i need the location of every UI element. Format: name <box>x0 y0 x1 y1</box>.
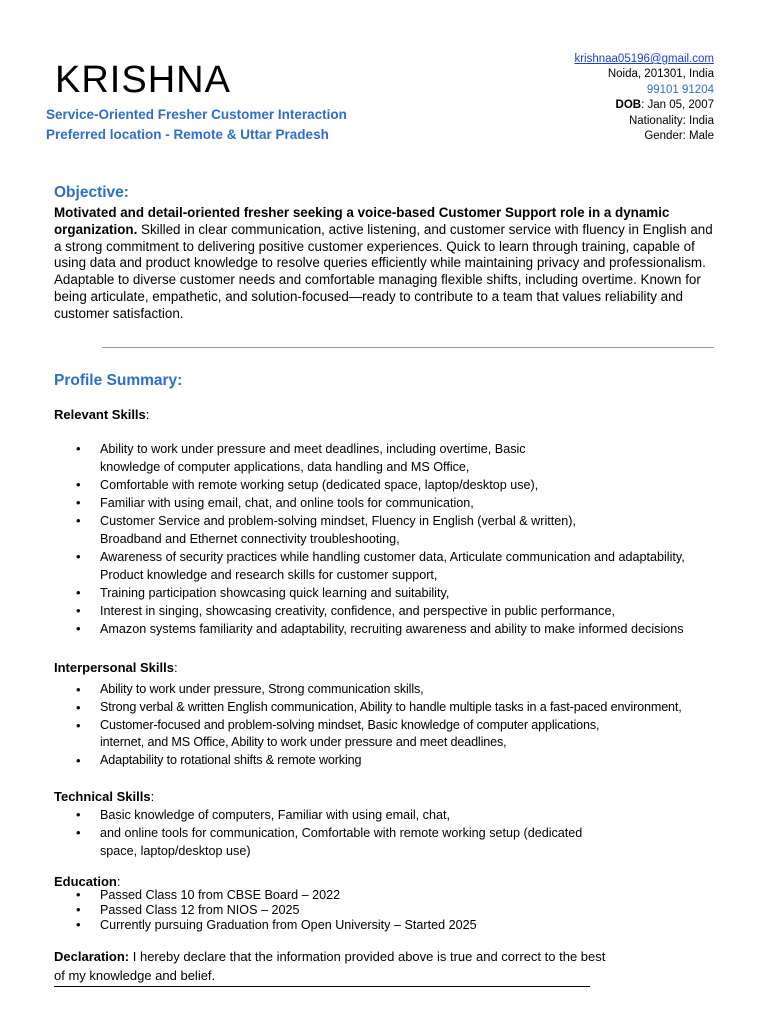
relevant-skills-label: Relevant Skills: <box>54 407 150 422</box>
list-item <box>76 699 682 717</box>
address: Noida, 201301, India <box>607 68 714 81</box>
list-item <box>76 903 477 918</box>
list-item-text: • Training participation showcasing quick learning and suitability, <box>100 586 450 600</box>
tagline-location: Preferred location - Remote & Uttar Pradesh <box>46 127 329 142</box>
list-item <box>76 476 685 494</box>
education-label: Education: <box>54 874 121 889</box>
list-item <box>76 806 582 824</box>
list-item-text: • Awareness of security practices while handling customer data, Articulate communication and adaptability, <box>100 550 685 564</box>
list-item <box>76 584 685 602</box>
education-list <box>76 888 477 932</box>
list-item-text: • Basic knowledge of computers, Familiar with using email, chat, <box>100 808 450 822</box>
declaration <box>54 948 614 985</box>
phone-number: 99101 91204 <box>646 83 714 96</box>
dob-label: DOB <box>615 99 642 112</box>
contact-block <box>574 52 714 144</box>
dob <box>574 98 714 113</box>
list-item-text: space, laptop/desktop use) <box>100 844 251 859</box>
list-item-text: • Ability to work under pressure, Strong communication skills, <box>100 682 424 696</box>
candidate-name: KRISHNA <box>55 59 231 101</box>
profile-summary-heading: Profile Summary: <box>54 372 183 389</box>
list-item-text: • Adaptability to rotational shifts & remote working <box>100 753 362 768</box>
objective-paragraph-2: Adaptable to diverse customer needs and comfortable managing flexible shifts, including overtime. Known for being articulate, empathetic, and solution-focused—ready to contribute to a team that values reliability and customer satisfaction. <box>54 272 701 321</box>
list-item-text: • Customer Service and problem-solving mindset, Fluency in English (verbal & written), <box>100 514 576 528</box>
list-item-text: • Ability to work under pressure and meet deadlines, including overtime, Basic <box>100 442 526 456</box>
list-item-text: • Comfortable with remote working setup (dedicated space, laptop/desktop use), <box>100 478 539 492</box>
list-item-text: • Interest in singing, showcasing creativity, confidence, and perspective in public performance, <box>100 604 615 618</box>
list-item <box>76 824 582 860</box>
gender: Gender: Male <box>644 130 714 143</box>
technical-skills-label: Technical Skills: <box>54 789 155 804</box>
declaration-text: I hereby declare that the information provided above is true and correct to the best of my knowledge and belief. <box>54 949 606 983</box>
section-divider <box>102 347 714 348</box>
list-item-text: • Customer-focused and problem-solving mindset, Basic knowledge of computer applications, <box>100 717 600 732</box>
list-item <box>76 918 477 933</box>
list-item-text: knowledge of computer applications, data handling and MS Office, <box>100 460 470 474</box>
list-item <box>76 548 685 584</box>
dob-value: : Jan 05, 2007 <box>641 99 714 112</box>
list-item-text: • and online tools for communication, Comfortable with remote working setup (dedicated <box>100 826 583 841</box>
interpersonal-skills-label: Interpersonal Skills: <box>54 660 178 675</box>
objective-bold-lead: Motivated and detail-oriented fresher seeking a voice-based Customer Support role in a dynamic organization. <box>54 205 670 237</box>
list-item <box>76 440 685 476</box>
objective-text <box>54 205 714 323</box>
list-item <box>76 512 685 548</box>
signature-line <box>54 986 590 987</box>
interpersonal-skills-list <box>76 681 682 770</box>
objective-paragraph-1: Skilled in clear communication, active listening, and customer service with fluency in English and a strong commitment to delivering positive customer experiences. Quick to learn through training, capable of using data and product knowledge to resolve queries efficiently while maintaining privacy and professionalism. <box>54 221 713 271</box>
list-item-text: • Currently pursuing Graduation from Open University – Started 2025 <box>100 917 477 932</box>
list-item-text: • Strong verbal & written English communication, Ability to handle multiple tasks in a fast-paced environment, <box>100 699 682 714</box>
relevant-skills-list <box>76 440 685 638</box>
technical-skills-list <box>76 806 582 861</box>
list-item <box>76 752 682 770</box>
list-item-text: Product knowledge and research skills for customer support, <box>100 568 438 582</box>
list-item-text: • Passed Class 12 from NIOS – 2025 <box>100 902 300 917</box>
list-item <box>76 620 685 638</box>
list-item <box>76 494 685 512</box>
list-item <box>76 717 682 753</box>
list-item <box>76 602 685 620</box>
list-item-text: internet, and MS Office, Ability to work under pressure and meet deadlines, <box>100 735 507 750</box>
tagline-role: Service-Oriented Fresher Customer Interaction <box>46 107 347 122</box>
objective-heading: Objective: <box>54 184 129 201</box>
list-item-text: • Familiar with using email, chat, and online tools for communication, <box>100 496 474 510</box>
email-link[interactable]: krishnaa05196@gmail.com <box>574 53 714 65</box>
list-item-text: • Passed Class 10 from CBSE Board – 2022 <box>100 888 341 902</box>
declaration-label: Declaration: <box>54 949 130 964</box>
list-item <box>76 888 477 903</box>
list-item-text: Broadband and Ethernet connectivity troubleshooting, <box>100 532 400 546</box>
list-item <box>76 681 682 699</box>
list-item-text: • Amazon systems familiarity and adaptability, recruiting awareness and ability to make informed decisions <box>100 622 684 636</box>
nationality: Nationality: India <box>628 114 714 127</box>
